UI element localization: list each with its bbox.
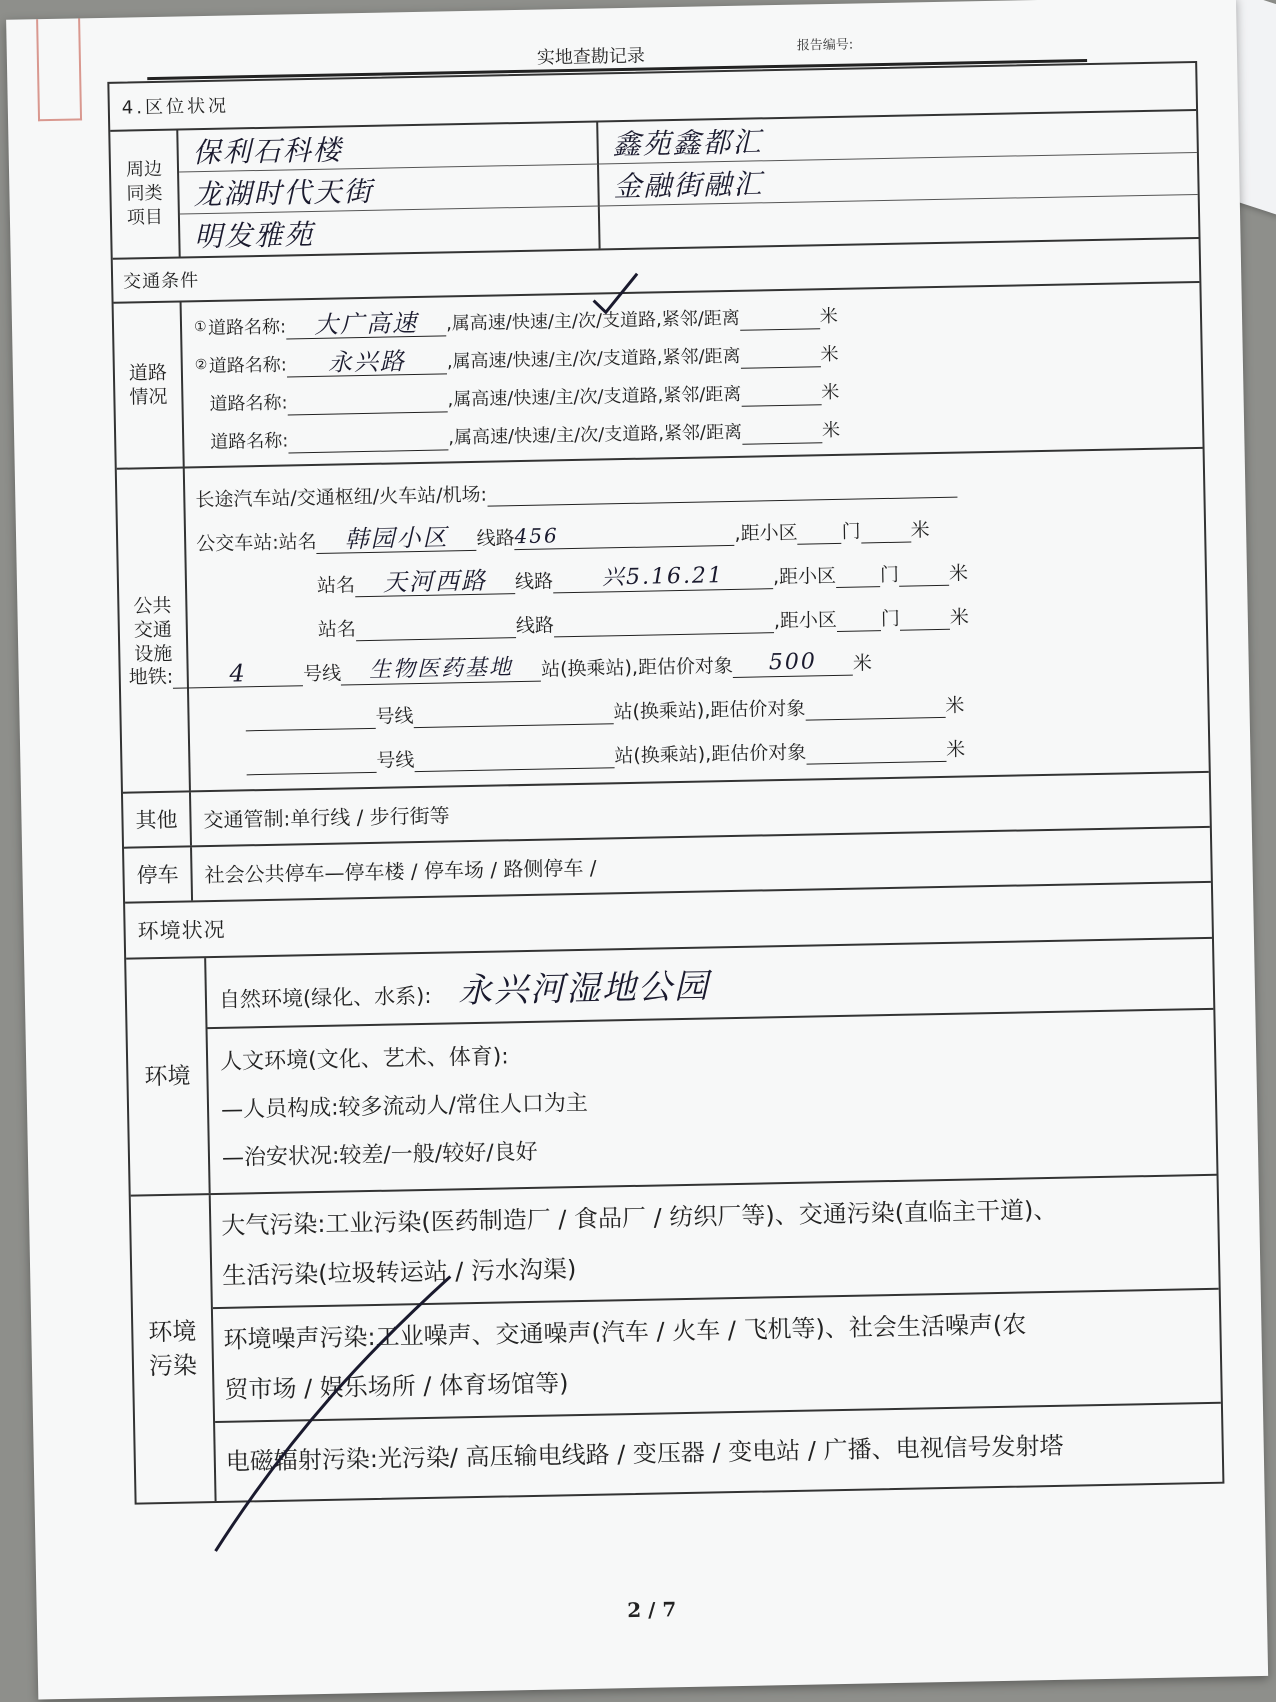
page-number: 2 / 7 [626, 1597, 677, 1623]
bus-2-gate-blank [899, 559, 950, 587]
road-4-name-label: 道路名称: [210, 430, 289, 453]
bus-1-station-value: 韩园小区 [316, 524, 476, 554]
other-label: 其他 [123, 792, 192, 846]
bus-2-station-label: 站名 [316, 574, 356, 597]
road-1-name-value: 大广高速 [286, 309, 446, 339]
road-4-unit: 米 [821, 419, 841, 442]
road-2-name-value: 永兴路 [287, 347, 447, 377]
road-3-type-text: ,属高速/快速/主/次/支道路,紧邻/距离 [447, 383, 742, 411]
neighbors-label: 周边同类项目 [110, 131, 180, 258]
population-composition: —人员构成:较多流动人/常住人口为主 [220, 1090, 589, 1123]
red-stamp-mark [36, 18, 82, 121]
bus-3-station-label: 站名 [317, 618, 357, 641]
bus-2-line-label: 线路 [514, 570, 554, 594]
environment-row [126, 939, 1216, 1197]
road-4-type-text: ,属高速/快速/主/次/支道路,紧邻/距离 [448, 421, 743, 449]
bus-stop-label: 公交车站: [196, 531, 279, 556]
road-3-name-value [287, 385, 447, 415]
air-pollution [211, 1176, 1219, 1309]
subway-1-station-value: 生物医药基地 [341, 655, 541, 686]
bus-3-line-value [554, 606, 774, 637]
air-pollution-line-1: 大气污染:工业污染(医药制造厂 / 食品厂 / 纺织厂等)、交通污染(直临主干道)、 [221, 1195, 1058, 1240]
subway-3-station-value [414, 741, 614, 772]
public-transport-row [117, 449, 1209, 794]
bus-1-distance-label: ,距小区 [734, 521, 798, 545]
bus-1-line-value: 456 [514, 519, 734, 550]
location-form-table [107, 61, 1224, 1505]
neighbor-left-2: 龙湖时代天街 [179, 164, 600, 214]
road-3-unit: 米 [821, 381, 840, 404]
roads-label: 道路情况 [114, 302, 185, 467]
pollution-content [211, 1176, 1223, 1501]
bus-3-line-label: 线路 [515, 614, 555, 638]
subway-2-distance-value [805, 691, 945, 721]
document-title: 实地查勘记录 [536, 45, 646, 69]
bus-2-line-value: 兴5.16.21 [553, 562, 773, 593]
bus-1-line-label: 线路 [476, 527, 515, 550]
bus-1-unit: 米 [910, 519, 930, 542]
bus-2-station-value: 天河西路 [355, 567, 515, 597]
environment-title: 环境状况 [137, 917, 226, 944]
subway-3-distance-value [806, 735, 946, 765]
subway-1-unit: 米 [852, 652, 873, 675]
road-1-unit: 米 [819, 305, 839, 328]
environment-content [206, 939, 1216, 1193]
environment-label: 环境 [126, 958, 210, 1194]
road-3-distance-blank [741, 378, 822, 407]
bus-1-gate-blank [860, 516, 911, 544]
neighbors-row [110, 111, 1198, 260]
subway-1-line-value: 4 [173, 659, 303, 688]
road-2-unit: 米 [820, 343, 839, 366]
other-text: 交通管制:单行线 / 步行街等 [203, 803, 450, 833]
bus-2-distance-blank [836, 560, 881, 588]
subway-1-line-label: 号线 [302, 662, 342, 686]
subway-2-line-value [245, 702, 375, 731]
bus-1-gate-label: 门 [841, 520, 861, 543]
bus-3-distance-label: ,距小区 [773, 608, 838, 633]
bus-1-distance-blank [797, 517, 842, 545]
bus-3-unit: 米 [949, 606, 970, 629]
road-1-distance-blank [740, 302, 821, 331]
subway-3-station-suffix: 站(换乘站),距估价对象 [614, 741, 807, 768]
long-distance-label: 长途汽车站/交通枢纽/火车站/机场: [195, 483, 488, 512]
bus-1-station-label: 站名 [278, 530, 317, 554]
parking-label: 停车 [124, 847, 193, 901]
security-status: —治安状况:较差/一般/较好/良好 [221, 1139, 538, 1171]
road-1-name-label: 道路名称: [207, 316, 287, 339]
roads-row [114, 283, 1203, 470]
parking-text: 社会公共停车—停车楼 / 停车场 / 路侧停车 / [204, 855, 597, 888]
subway-1-station-suffix: 站(换乘站),距估价对象 [540, 654, 734, 681]
long-distance-blank [487, 471, 957, 507]
bus-3-distance-blank [837, 604, 882, 632]
road-2-marker: ② [194, 357, 208, 374]
neighbor-right-1: 鑫苑鑫都汇 [598, 111, 1197, 164]
cultural-environment-label: 人文环境(文化、艺术、体育): [219, 1044, 509, 1075]
subway-2-station-value [413, 697, 613, 728]
road-2-type-text: ,属高速/快速/主/次/支道路,紧邻/距离 [446, 345, 741, 373]
noise-pollution-line-1: 环境噪声污染:工业噪声、交通噪声(汽车 / 火车 / 飞机等)、社会生活噪声(农 [223, 1310, 1027, 1354]
bus-3-station-value [356, 611, 516, 641]
neighbor-right-2: 金融街融汇 [599, 153, 1198, 206]
survey-form-page [6, 0, 1268, 1699]
subway-3-line-value [246, 746, 376, 775]
subway-label: 地铁: [128, 665, 174, 689]
roads-list [182, 283, 1203, 467]
pollution-row [131, 1176, 1223, 1503]
traffic-title: 交通条件 [122, 270, 200, 293]
natural-environment-value: 永兴河湿地公园 [457, 966, 711, 1012]
section-4-title: 4.区位状况 [121, 95, 230, 119]
em-pollution: 电磁辐射污染:光污染/ 高压输电线路 / 变压器 / 变电站 / 广播、电视信号发射塔 [225, 1431, 1064, 1476]
neighbor-left-3: 明发雅苑 [180, 206, 601, 256]
noise-pollution-line-2: 贸市场 / 娱乐场所 / 体育场馆等) [224, 1369, 569, 1404]
subway-3-line-label: 号线 [376, 749, 415, 772]
natural-environment-label: 自然环境(绿化、水系): [218, 983, 432, 1012]
subway-3-unit: 米 [945, 738, 966, 761]
subway-2-station-suffix: 站(换乘站),距估价对象 [613, 697, 806, 724]
road-2-name-label: 道路名称: [208, 354, 288, 377]
bus-3-gate-blank [900, 603, 951, 631]
noise-pollution [213, 1290, 1221, 1423]
subway-2-unit: 米 [945, 694, 965, 717]
bus-2-gate-label: 门 [879, 563, 900, 587]
public-transport-label: 公共交通设施 [117, 468, 191, 791]
road-1-type-text: ,属高速/快速/主/次/支道路,紧邻/距离 [445, 307, 741, 335]
bus-2-unit: 米 [948, 562, 969, 585]
subway-2-line-label: 号线 [375, 705, 414, 728]
road-4-name-value [288, 423, 448, 453]
bus-3-gate-label: 门 [880, 607, 901, 631]
road-2-distance-blank [740, 340, 821, 369]
neighbor-left-1: 保利石科楼 [178, 122, 599, 172]
road-1-marker: ① [193, 319, 207, 336]
subway-1-distance-value: 500 [733, 649, 853, 678]
bus-2-distance-label: ,距小区 [772, 564, 837, 589]
report-number-label: 报告编号: [796, 37, 854, 54]
neighbors-grid [178, 111, 1198, 257]
air-pollution-line-2: 生活污染(垃圾转运站 / 污水沟渠) [221, 1255, 577, 1290]
road-4-distance-blank [742, 416, 823, 445]
cultural-environment [208, 1010, 1217, 1193]
road-3-name-label: 道路名称: [209, 392, 288, 415]
pollution-label: 环境污染 [131, 1195, 217, 1502]
